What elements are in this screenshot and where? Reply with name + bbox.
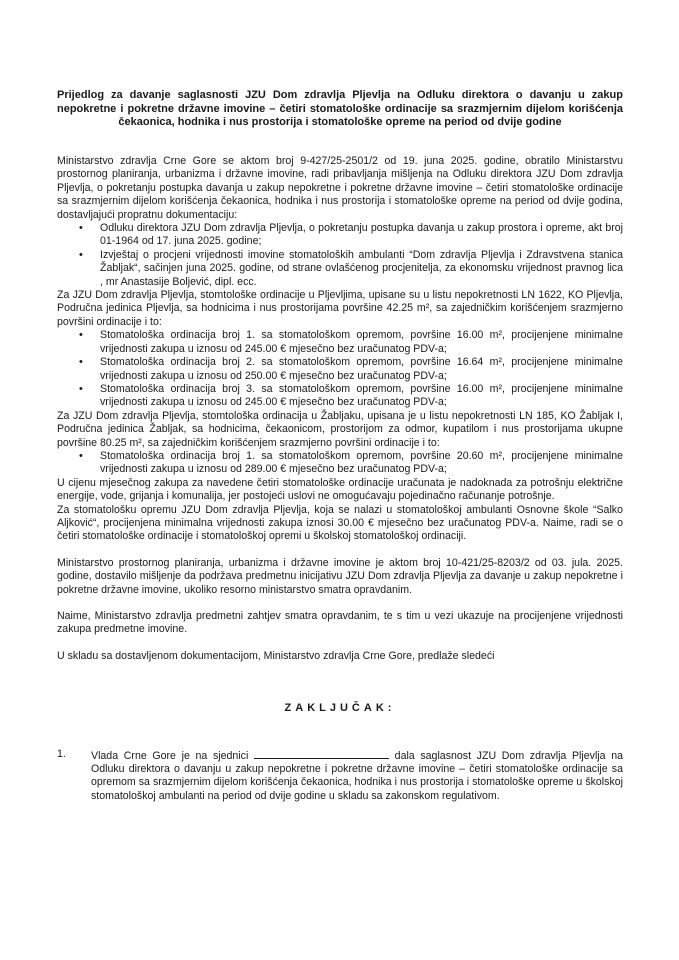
equipment-paragraph: Za stomatološku opremu JZU Dom zdravlja Pljevlja, koja se nalazi u stomatološkoj ambulanti Osnovne škole “Salko Aljković“, procijenjena minimalna vrijednosti zakupa iznosi 30.00 € mjesečno bez uračunatog PDV-a. Naime, radi se o četiri stomatološke ordinacije i stomatološkoj opremi u školskoj stomatološkoj ordinaciji. <box>57 503 623 543</box>
conclusion-heading: ZAKLJUČAK: <box>284 702 396 715</box>
proposal-paragraph: U skladu sa dostavljenom dokumentacijom, Ministarstvo zdravlja Crne Gore, predlaže sledeći <box>57 649 495 662</box>
list-item: • Odluku direktora JZU Dom zdravlja Pljevlja, o pokretanju postupka davanja u zakup prostora i opreme, akt broj 01-1964 od 17. juna 2025. godine; <box>57 222 623 249</box>
conclusion-item <box>57 748 623 804</box>
zabljak-paragraph: Za JZU Dom zdravlja Pljevlja, stomtološka ordinacija u Žabljaku, upisana je u listu nepokretnosti LN 185, KO Žabljak I, Područna jedinica Žabljak, sa hodnicima, čekaonicom, prostorijom za odmor, kupatilom i nus prostorijama ukupne površine 80.25 m², sa zajedničkim korišćenjem srazmjerno površini ordinacije i to: <box>57 409 623 449</box>
session-date-blank <box>254 748 389 759</box>
list-item: • Stomatološka ordinacija broj 1. sa stomatološkom opremom, površine 20.60 m², procijenjene minimalne vrijednosti zakupa u iznosu od 289.00 € mjesečno bez uračunatog PDV-a; <box>57 450 623 477</box>
intro-paragraph: Ministarstvo zdravlja Crne Gore se aktom broj 9-427/25-2501/2 od 19. juna 2025. godine, obratilo Ministarstvu prostornog planiranja, urbanizma i državne imovine, radi pribavljanja mišljenja na Odluku direktora JZU Dom zdravlja Pljevlja, o pokretanju postupka davanja u zakup nepokretne i pokretne državne imovine – četiri stomatološke ordinacije sa srazmjernim dijelom korišćenja čekaonica, hodnika i nus prostorija i stomatološke opreme na period od dvije godina, dostavljajući propratnu dokumentaciju: <box>57 155 623 221</box>
utilities-paragraph: U cijenu mjesečnog zakupa za navedene četiri stomatološke ordinacije uračunata je nadoknada za potrošnju električne energije, vode, grijanja i komunalija, jer postojeći uslovi ne omogućavaju pojedinačno računanje potrošnje. <box>57 476 623 503</box>
list-item: • Stomatološka ordinacija broj 2. sa stomatološkom opremom, površine 16.64 m², procijenjene minimalne vrijednosti zakupa u iznosu od 250.00 € mjesečno bez uračunatog PDV-a; <box>57 356 623 383</box>
conclusion-text-end: dala saglasnost JZU Dom zdravlja Pljevlja na Odluku direktora o davanju u zakup nepokretne i pokretne državne imovine – četiri stomatološke ordinacije sa opremom sa srazmjernim dijelom korišćenja čekaonica, hodnika i nus prostorija i stomatološke opreme u školskoj stomatološkoj ambulanti na period od dvije godine u skladu sa zakonskom regulativom. <box>91 749 623 802</box>
document-title: Prijedlog za davanje saglasnosti JZU Dom zdravlja Pljevlja na Odluku direktora o davanju u zakup nepokretne i pokretne državne imovine – četiri stomatološke ordinacije sa srazmjernim dijelom korišćenja čekaonica, hodnika i nus prostorija i stomatološke opreme na period od dvije godine <box>57 89 623 129</box>
documents-list <box>57 222 623 289</box>
list-item: • Izvještaj o procjeni vrijednosti imovine stomatoloških ambulanti “Dom zdravlja Pljevlja i Zdravstvena stanica Žabljak“, sačinjen juna 2025. godine, od strane ovlašćenog procjenitelja, za ekonomsku vrijednost pravnog lica , mr Anastasije Boljević, dipl. ecc. <box>57 249 623 289</box>
pljevlja-paragraph: Za JZU Dom zdravlja Pljevlja, stomtološke ordinacije u Pljevljima, upisane su u listu nepokretnosti LN 1622, KO Pljevlja, Područna jedinica Pljevlja, sa hodnicima i nus prostorijama površine 42.25 m², sa zajedničkim korišćenjem srazmjerno površini ordinacije i to: <box>57 289 623 328</box>
ministry-opinion-paragraph: Ministarstvo prostornog planiranja, urbanizma i državne imovine je aktom broj 10-421/25-8203/2 od 03. jula. 2025. godine, dostavilo mišljenje da podržava predmetnu inicijativu JZU Dom zdravlja Pljevlja za davanje u zakup nepokretne i pokretne državne imovine, ukoliko resorno ministarstvo smatra opravdanim. <box>57 556 623 596</box>
document-body <box>57 155 623 803</box>
conclusion-text-start: Vlada Crne Gore je na sjednici <box>91 749 249 762</box>
justified-paragraph: Naime, Ministarstvo zdravlja predmetni zahtjev smatra opravdanim, te s tim u vezi ukazuje na procijenjene vrijednosti zakupa predmetne imovine. <box>57 610 623 636</box>
pljevlja-ordinations-list <box>57 329 623 409</box>
list-item: • Stomatološka ordinacija broj 3. sa stomatološkom opremom, površine 16.00 m², procijenjene minimalne vrijednosti zakupa u iznosu od 245.00 € mjesečno bez uračunatog PDV-a; <box>57 383 623 410</box>
zabljak-ordinations-list <box>57 450 623 477</box>
conclusion-number: 1. <box>57 747 66 760</box>
conclusion-text <box>91 748 623 804</box>
list-item: • Stomatološka ordinacija broj 1. sa stomatološkom opremom, površine 16.00 m², procijenjene minimalne vrijednosti zakupa u iznosu od 245.00 € mjesečno bez uračunatog PDV-a; <box>57 329 623 356</box>
